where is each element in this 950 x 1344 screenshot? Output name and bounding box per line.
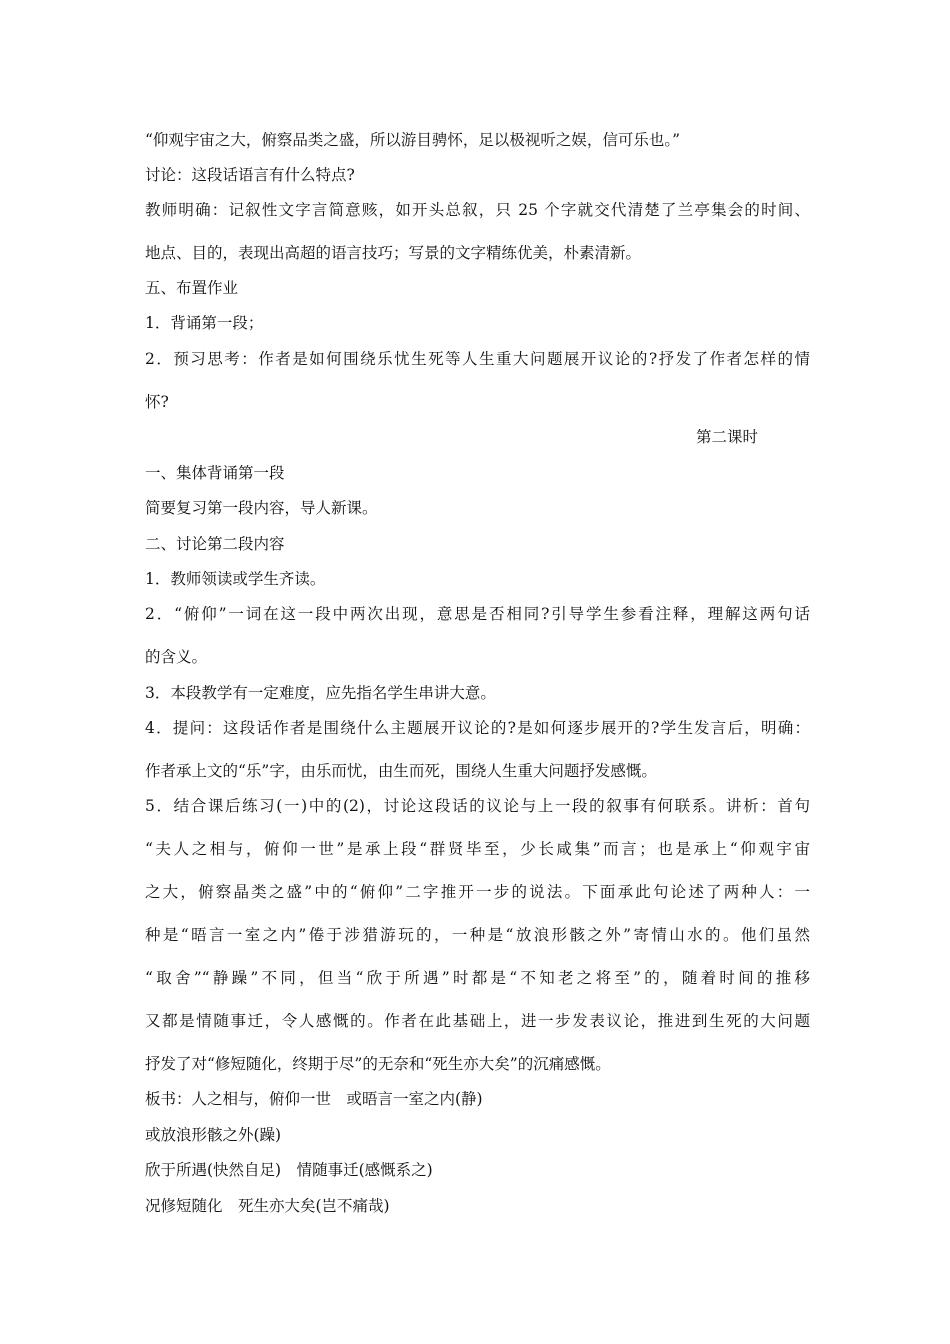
lesson-heading-second: 第二课时 [696, 428, 759, 446]
discuss-item-2-line-1: 2．“俯仰”一词在这一段中两次出现，意思是否相同?引导学生参看注释，理解这两句话 [145, 605, 810, 623]
review-line: 简要复习第一段内容，导人新课。 [145, 499, 378, 517]
section-heading-discuss: 二、讨论第二段内容 [145, 535, 285, 553]
quote-line: “仰观宇宙之大，俯察品类之盛，所以游目骋怀，足以极视听之娱，信可乐也。” [145, 131, 681, 149]
discuss-item-3: 3．本段教学有一定难度，应先指名学生串讲大意。 [145, 684, 496, 702]
discuss-item-1: 1．教师领读或学生齐读。 [145, 570, 326, 588]
teacher-explanation-line-1: 教师明确：记叙性文字言简意赅，如开头总叙，只 25 个字就交代清楚了兰亭集会的时间、 [145, 201, 810, 219]
discuss-item-5-line-3: 之大，俯察晶类之盛”中的“俯仰”二字推开一步的说法。下面承此句论述了两种人：一 [145, 883, 810, 901]
discuss-item-5-line-5: “取舍”“静躁”不同，但当“欣于所遇”时都是“不知老之将至”的，随着时间的推移 [145, 969, 810, 987]
blackboard-line-4: 况修短随化 死生亦大矣(岂不痛哉) [145, 1197, 390, 1215]
blackboard-line-2: 或放浪形骸之外(躁) [145, 1126, 282, 1144]
discuss-item-4-line-2: 作者承上文的“乐”字，由乐而忧，由生而死，围绕人生重大问题抒发感慨。 [145, 762, 657, 780]
discuss-item-5-line-7: 抒发了对“修短随化，终期于尽”的无奈和“死生亦大矣”的沉痛感慨。 [145, 1055, 611, 1073]
discuss-item-2-line-2: 的含义。 [145, 648, 208, 666]
blackboard-line-3: 欣于所遇(快然自足) 情随事迁(感慨系之) [145, 1161, 433, 1179]
teacher-explanation-line-2: 地点、目的，表现出高超的语言技巧；写景的文字精练优美，朴素清新。 [145, 244, 642, 262]
discuss-item-5-line-4: 种是“晤言一室之内”倦于涉猎游玩的，一种是“放浪形骸之外”寄情山水的。他们虽然 [145, 926, 810, 944]
discussion-question: 讨论：这段话语言有什么特点? [145, 166, 355, 184]
discuss-item-5-line-6: 又都是情随事迁，令人感慨的。作者在此基础上，进一步发表议论，推进到生死的大问题 [145, 1012, 810, 1030]
discuss-item-5-line-1: 5．结合课后练习(一)中的(2)，讨论这段话的议论与上一段的叙事有何联系。讲析：首句 [145, 797, 810, 815]
blackboard-line-1: 板书：人之相与，俯仰一世 或晤言一室之内(静) [145, 1090, 483, 1108]
homework-item-1: 1．背诵第一段； [145, 314, 264, 332]
discuss-item-5-line-2: “夫人之相与，俯仰一世”是承上段“群贤毕至，少长咸集”而言；也是承上“仰观宇宙 [145, 840, 810, 858]
discuss-item-4-line-1: 4．提问：这段话作者是围绕什么主题展开议论的?是如何逐步展开的?学生发言后，明确： [145, 719, 810, 737]
homework-item-2-line-2: 怀? [145, 393, 169, 411]
section-heading-recite: 一、集体背诵第一段 [145, 464, 285, 482]
homework-item-2-line-1: 2．预习思考：作者是如何围绕乐忧生死等人生重大问题展开议论的?抒发了作者怎样的情 [145, 350, 810, 368]
section-heading-homework: 五、布置作业 [145, 279, 239, 297]
